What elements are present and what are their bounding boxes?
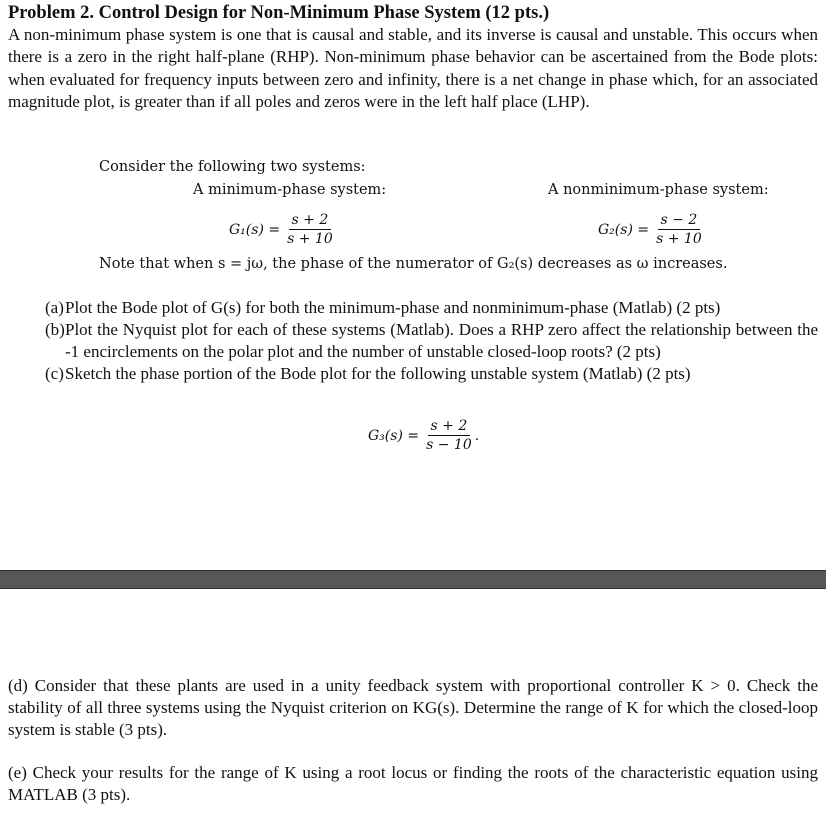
part-c-label: (c) bbox=[45, 364, 64, 383]
problem-title: Problem 2. Control Design for Non-Minimum Phase System (12 pts.) bbox=[8, 3, 550, 23]
part-b-text: Plot the Nyquist plot for each of these systems (Matlab). Does a RHP zero affect the relationship between the -1 encirclements on the polar plot and the number of unstable closed-loop roots? (2 pts) bbox=[65, 320, 818, 361]
g2-lhs: G₂(s) = bbox=[598, 221, 650, 238]
parts-list bbox=[8, 297, 818, 385]
part-a bbox=[8, 297, 818, 319]
g3-numerator: s + 2 bbox=[428, 418, 471, 436]
part-d: (d) Consider that these plants are used in a unity feedback system with proportional controller K > 0. Check the stability of all three systems using the Nyquist criterion on KG(s). Determine the range of K for which the closed-loop system is stable (3 pts). bbox=[8, 676, 818, 739]
g3-fraction bbox=[423, 418, 475, 453]
g1-denominator: s + 10 bbox=[287, 231, 333, 247]
g2-numerator: s − 2 bbox=[658, 212, 701, 230]
systems-lead: Consider the following two systems: bbox=[99, 159, 366, 175]
phase-note: Note that when s = jω, the phase of the numerator of G₂(s) decreases as ω increases. bbox=[99, 256, 728, 272]
page-separator bbox=[0, 570, 826, 589]
nonmin-phase-heading: A nonminimum-phase system: bbox=[548, 182, 769, 198]
g1-fraction bbox=[284, 212, 336, 247]
part-a-text: Plot the Bode plot of G(s) for both the minimum-phase and nonminimum-phase (Matlab) (2 pts) bbox=[65, 298, 721, 317]
equation-g2 bbox=[598, 212, 705, 247]
g1-numerator: s + 2 bbox=[289, 212, 332, 230]
min-phase-heading: A minimum-phase system: bbox=[193, 182, 387, 198]
part-c bbox=[8, 363, 818, 385]
part-c-text: Sketch the phase portion of the Bode plot for the following unstable system (Matlab) (2 pts) bbox=[65, 364, 691, 383]
g3-denominator: s − 10 bbox=[426, 437, 472, 453]
g3-lhs: G₃(s) = bbox=[368, 427, 420, 444]
g2-fraction bbox=[653, 212, 705, 247]
equation-g1 bbox=[229, 212, 336, 247]
part-b-label: (b) bbox=[45, 320, 65, 339]
intro-paragraph: A non-minimum phase system is one that is causal and stable, and its inverse is causal and unstable. This occurs when there is a zero in the right half-plane (RHP). Non-minimum phase behavior can be ascertained from the Bode plots: when evaluated for frequency inputs between zero and infinity, there is a net change in phase which, for an associated magnitude plot, is greater than if all poles and zeros were in the left half place (LHP). bbox=[8, 25, 818, 111]
part-e: (e) Check your results for the range of K using a root locus or finding the roots of the characteristic equation using MATLAB (3 pts). bbox=[8, 763, 818, 804]
part-b bbox=[8, 319, 818, 363]
part-a-label: (a) bbox=[45, 298, 64, 317]
g3-period: . bbox=[474, 427, 480, 444]
equation-g3 bbox=[368, 418, 479, 453]
g1-lhs: G₁(s) = bbox=[229, 221, 281, 238]
g2-denominator: s + 10 bbox=[656, 231, 702, 247]
